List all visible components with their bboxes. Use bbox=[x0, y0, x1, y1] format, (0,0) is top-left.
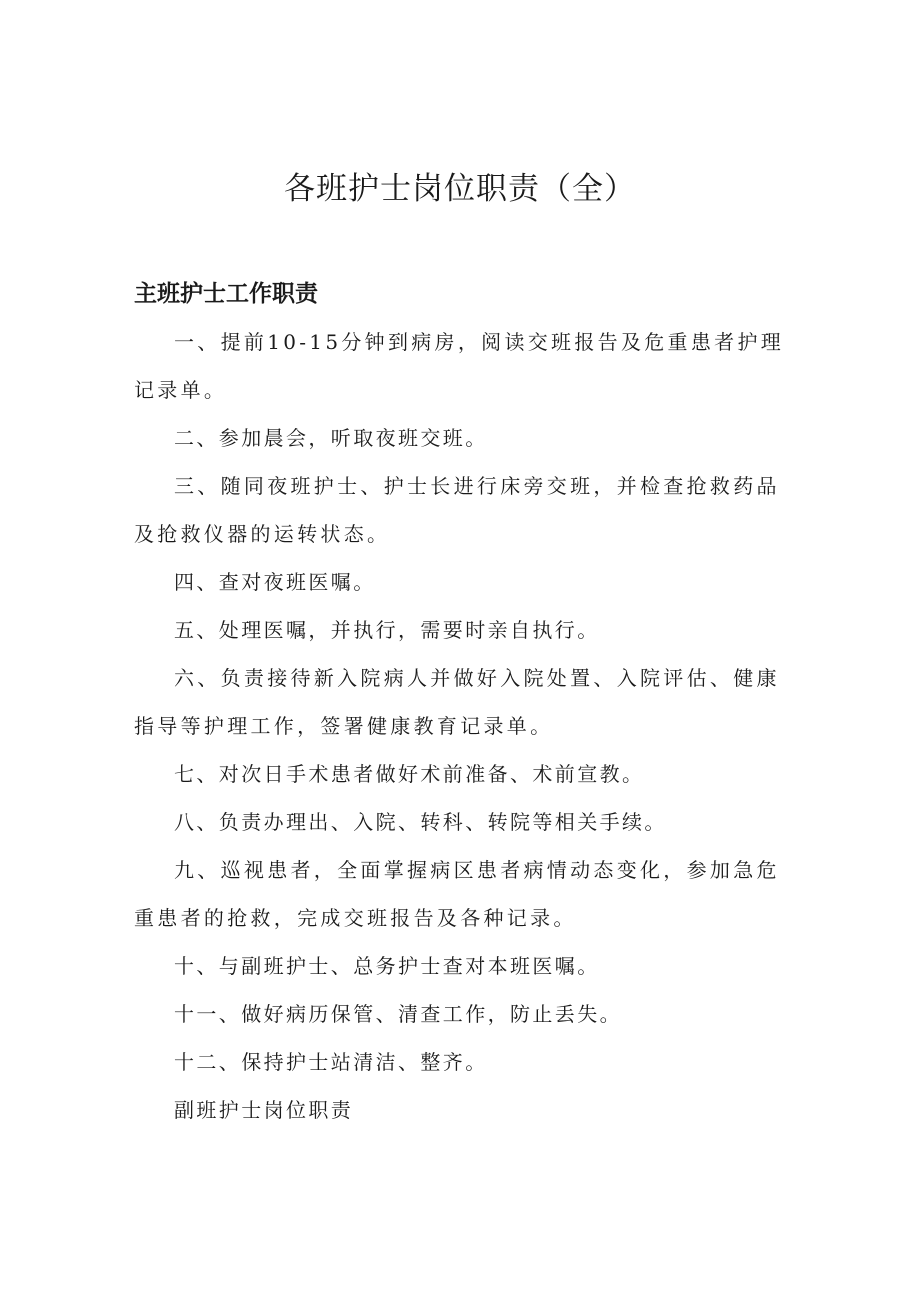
duty-item-9: 九、巡视患者，全面掌握病区患者病情动态变化，参加急危重患者的抢救，完成交班报告及各种记录。 bbox=[134, 858, 780, 930]
duty-item-4: 四、查对夜班医嘱。 bbox=[174, 570, 376, 594]
duty-item-2: 二、参加晨会，听取夜班交班。 bbox=[174, 426, 488, 450]
duty-item-11: 十一、做好病历保管、清查工作，防止丢失。 bbox=[174, 1002, 622, 1026]
duty-item-10: 十、与副班护士、总务护士查对本班医嘱。 bbox=[174, 954, 600, 978]
duty-item-8: 八、负责办理出、入院、转科、转院等相关手续。 bbox=[174, 810, 667, 834]
duty-item-3: 三、随同夜班护士、护士长进行床旁交班，并检查抢救药品及抢救仪器的运转状态。 bbox=[134, 474, 780, 546]
duty-item-12: 十二、保持护士站清洁、整齐。 bbox=[174, 1050, 488, 1074]
next-section-heading: 副班护士岗位职责 bbox=[174, 1098, 354, 1122]
duty-item-5: 五、处理医嘱，并执行，需要时亲自执行。 bbox=[174, 618, 600, 642]
section-heading: 主班护士工作职责 bbox=[134, 281, 318, 307]
duty-item-7: 七、对次日手术患者做好术前准备、术前宣教。 bbox=[174, 762, 645, 786]
duty-list bbox=[134, 318, 790, 1134]
duty-item-6: 六、负责接待新入院病人并做好入院处置、入院评估、健康指导等护理工作，签署健康教育记录单。 bbox=[134, 666, 780, 738]
document-title: 各班护士岗位职责（全） bbox=[284, 171, 636, 207]
duty-item-1: 一、提前10-15分钟到病房，阅读交班报告及危重患者护理记录单。 bbox=[134, 330, 785, 402]
